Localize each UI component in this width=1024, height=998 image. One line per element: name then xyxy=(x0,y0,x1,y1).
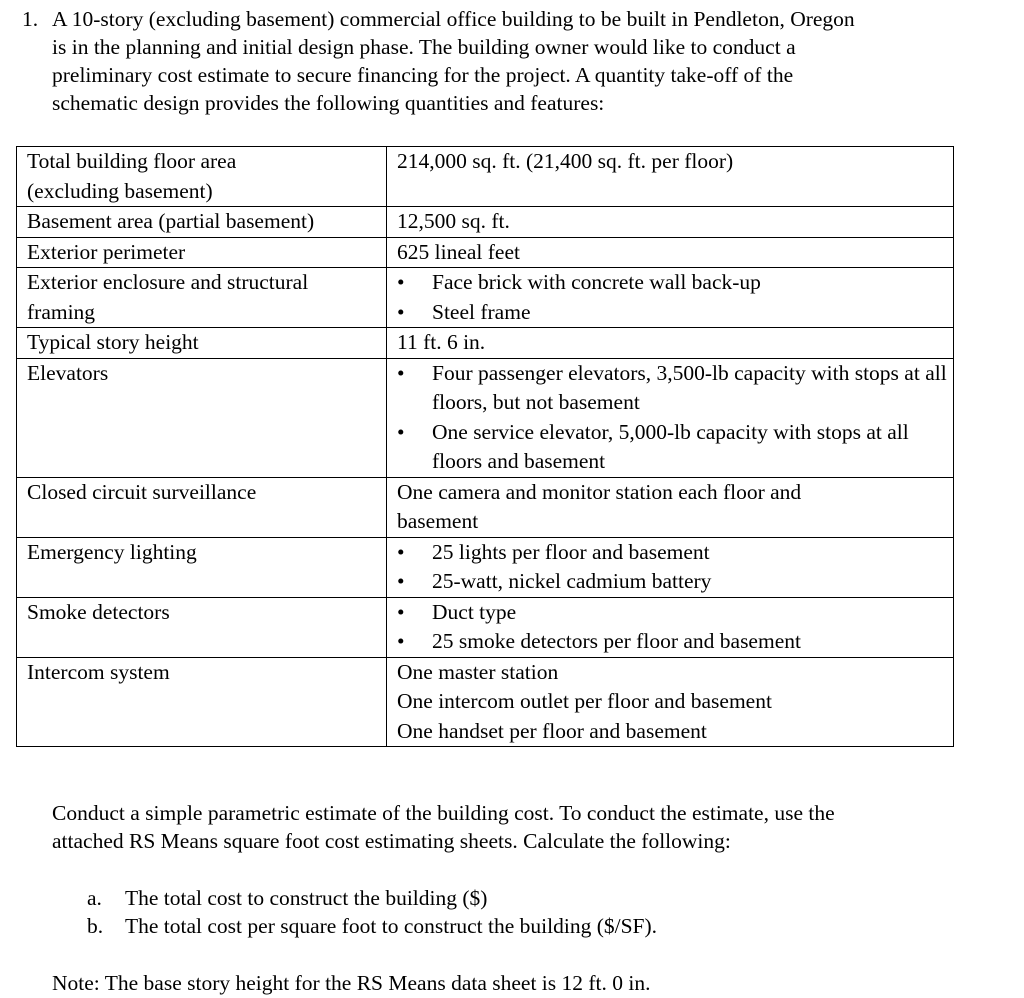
task-item-b xyxy=(87,912,987,940)
feature-label-line: Total building floor area xyxy=(27,149,237,173)
table-row xyxy=(17,537,954,597)
table-row xyxy=(17,268,954,328)
feature-value xyxy=(387,537,954,597)
feature-label-line: Typical story height xyxy=(27,330,199,354)
bullet-item: • Steel frame xyxy=(397,298,953,328)
feature-label xyxy=(17,268,387,328)
feature-value-line: One camera and monitor station each floor and xyxy=(397,479,802,504)
table-row xyxy=(17,477,954,537)
bullet-list xyxy=(397,268,953,327)
table-row xyxy=(17,237,954,268)
feature-label-line: Basement area (partial basement) xyxy=(27,209,315,233)
bullet-list xyxy=(397,598,953,657)
feature-value xyxy=(387,207,954,238)
bullet-list xyxy=(397,359,953,477)
feature-value xyxy=(387,268,954,328)
feature-value-line: 12,500 sq. ft. xyxy=(397,209,510,233)
feature-label xyxy=(17,657,387,747)
feature-label xyxy=(17,207,387,238)
intro-line: preliminary cost estimate to secure financing for the project. A quantity take-off of the xyxy=(52,63,794,87)
feature-label xyxy=(17,597,387,657)
problem-number: 1. xyxy=(22,7,39,31)
table-row xyxy=(17,147,954,207)
feature-value-line: 11 ft. 6 in. xyxy=(397,330,486,354)
bullet-item: • Four passenger elevators, 3,500-lb capacity with stops at all floors, but not basement xyxy=(397,359,953,418)
feature-label-line: framing xyxy=(27,299,96,324)
feature-label-line: Elevators xyxy=(27,360,109,385)
task-marker: b. xyxy=(87,914,104,938)
bullet-item: • One service elevator, 5,000-lb capacity with stops at all floors and basement xyxy=(397,418,953,477)
feature-value-line: 214,000 sq. ft. (21,400 sq. ft. per floor) xyxy=(397,149,734,173)
table-row xyxy=(17,657,954,747)
feature-value-line: basement xyxy=(397,509,479,533)
problem-intro xyxy=(52,5,997,117)
task-text: The total cost to construct the building ($) xyxy=(125,886,488,910)
instructions-line: Conduct a simple parametric estimate of the building cost. To conduct the estimate, use the xyxy=(52,801,835,825)
feature-label-line: Intercom system xyxy=(27,659,170,684)
feature-value-line: One handset per floor and basement xyxy=(397,718,707,743)
feature-value-line: One intercom outlet per floor and basement xyxy=(397,689,772,713)
instructions-line: attached RS Means square foot cost estimating sheets. Calculate the following: xyxy=(52,829,731,853)
feature-value xyxy=(387,358,954,477)
feature-label xyxy=(17,358,387,477)
bullet-item: • 25-watt, nickel cadmium battery xyxy=(397,567,953,597)
intro-line: is in the planning and initial design phase. The building owner would like to conduct a xyxy=(52,35,796,59)
feature-value xyxy=(387,147,954,207)
task-text: The total cost per square foot to construct the building ($/SF). xyxy=(125,914,658,938)
intro-line: A 10-story (excluding basement) commercial office building to be built in Pendleton, Oregon xyxy=(52,7,855,31)
feature-value xyxy=(387,328,954,359)
table-row xyxy=(17,597,954,657)
problem-statement xyxy=(22,5,997,117)
bullet-item: • Face brick with concrete wall back-up xyxy=(397,268,953,298)
feature-label xyxy=(17,147,387,207)
feature-label-line: Emergency lighting xyxy=(27,539,197,564)
feature-label xyxy=(17,328,387,359)
feature-value xyxy=(387,657,954,747)
intro-line: schematic design provides the following quantities and features: xyxy=(52,91,605,115)
task-item-a xyxy=(87,884,987,912)
task-list xyxy=(87,884,987,940)
task-marker: a. xyxy=(87,886,102,910)
feature-value xyxy=(387,237,954,268)
feature-label xyxy=(17,477,387,537)
feature-label-line: Smoke detectors xyxy=(27,599,170,624)
bullet-item: • 25 smoke detectors per floor and basement xyxy=(397,627,953,657)
bullet-list xyxy=(397,538,953,597)
feature-label-line: Exterior enclosure and structural xyxy=(27,270,309,294)
feature-value xyxy=(387,597,954,657)
feature-value xyxy=(387,477,954,537)
feature-value-line: One master station xyxy=(397,659,559,684)
story-height-note: Note: The base story height for the RS Means data sheet is 12 ft. 0 in. xyxy=(52,971,651,995)
feature-label xyxy=(17,237,387,268)
quantities-table xyxy=(16,146,954,747)
table-row xyxy=(17,358,954,477)
feature-label-line: Closed circuit surveillance xyxy=(27,479,257,504)
feature-label-line: (excluding basement) xyxy=(27,178,213,203)
feature-label xyxy=(17,537,387,597)
feature-label-line: Exterior perimeter xyxy=(27,239,186,264)
instructions xyxy=(52,799,982,855)
bullet-item: • Duct type xyxy=(397,598,953,628)
bullet-item: • 25 lights per floor and basement xyxy=(397,538,953,568)
feature-value-line: 625 lineal feet xyxy=(397,239,520,264)
table-row xyxy=(17,328,954,359)
table-row xyxy=(17,207,954,238)
